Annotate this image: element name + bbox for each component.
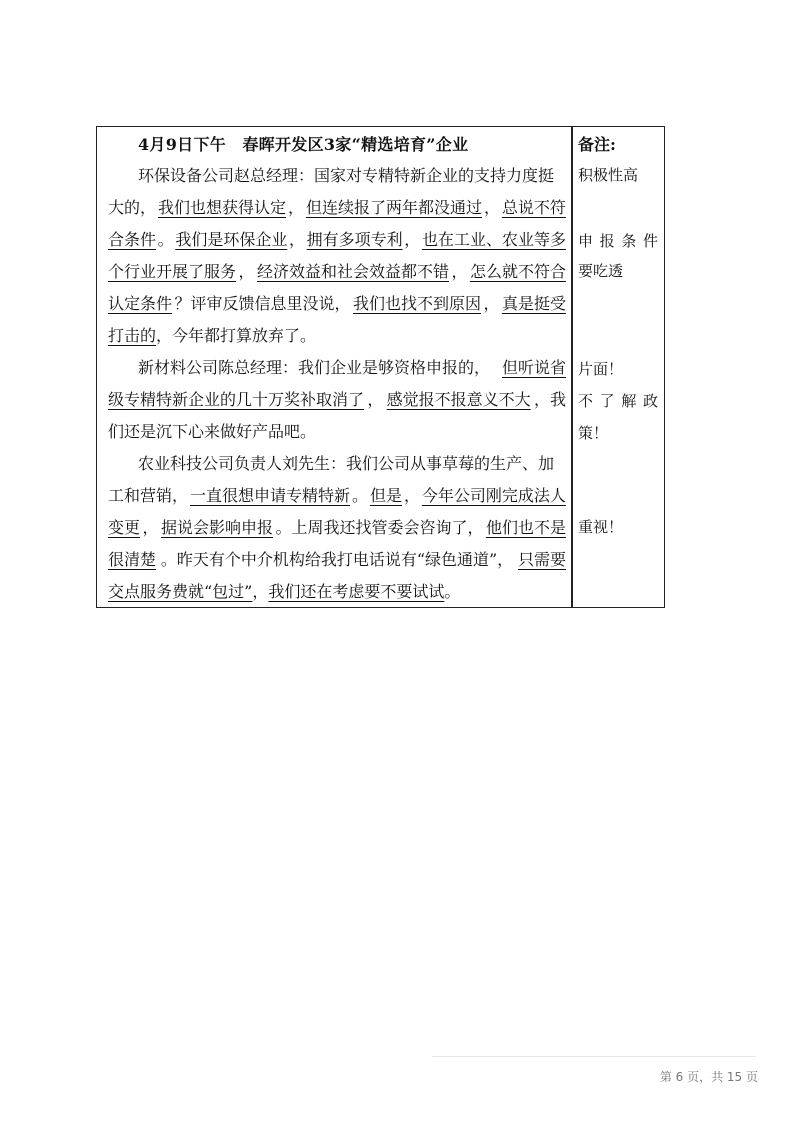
text-segment: 。昨天有个中介机构给我打电话说有“绿色通道”，: [160, 550, 514, 569]
remark-understand: 要吃透: [578, 262, 624, 280]
text-segment: ，: [367, 390, 384, 409]
underlined-text: 打击的: [108, 326, 157, 345]
remark-char: 件: [642, 232, 658, 250]
underlined-text: 级专精特新企业的几十万奖补取消了: [108, 390, 365, 409]
underlined-text: 怎么就不符合: [469, 262, 566, 281]
underlined-text: 总说不符: [501, 198, 566, 217]
paragraph-3-line-4: [108, 544, 566, 576]
underlined-text: 但是: [369, 486, 402, 505]
text-segment: 。: [444, 582, 461, 601]
text-segment: ，: [252, 582, 269, 601]
paragraph-1-line-4: [108, 256, 566, 288]
underlined-text: 合条件: [108, 230, 157, 249]
underlined-text: 也在工业、农业等多: [421, 230, 566, 249]
text-segment: 新材料公司陈总经理：我们企业是够资格申报的，: [138, 358, 491, 377]
text-segment: ，: [288, 230, 305, 249]
paragraph-1-line-6: [108, 320, 316, 352]
paragraph-1-line-1: 环保设备公司赵总经理：国家对专精特新企业的支持力度挺: [138, 166, 555, 185]
paragraph-1-line-2: [108, 192, 566, 224]
remark-attention: 重视！: [578, 518, 624, 536]
footer-divider: [432, 1056, 756, 1057]
remark-policy-end: 策！: [578, 424, 609, 442]
underlined-text: 只需要: [517, 550, 566, 569]
underlined-text: 我们还在考虑要不要试试: [268, 582, 445, 601]
text-segment: 。上周我还找管委会咨询了，: [275, 518, 484, 537]
underlined-text: 我们是环保企业: [175, 230, 288, 249]
text-segment: 工和营销，: [108, 486, 189, 505]
paragraph-1-line-3: [108, 224, 566, 256]
remark-char: 报: [599, 232, 615, 250]
underlined-text: 经济效益和社会效益都不错: [256, 262, 449, 281]
text-segment: 。: [351, 486, 368, 505]
remark-enthusiasm: 积极性高: [578, 166, 639, 184]
paragraph-2-line-1: [138, 352, 566, 384]
text-segment: ，我: [533, 390, 566, 409]
page-number: 第 6 页，共 15 页: [659, 1070, 758, 1084]
text-segment: ？评审反馈信息里没说，: [174, 294, 351, 313]
paragraph-3-line-1: 农业科技公司负责人刘先生：我们公司从事草莓的生产、加: [138, 454, 555, 473]
remark-char: 不: [578, 392, 594, 410]
paragraph-2-line-3: 们还是沉下心来做好产品吧。: [108, 422, 317, 441]
underlined-text: 他们也不是: [485, 518, 566, 537]
text-segment: ，: [483, 294, 500, 313]
underlined-text: 一直很想申请专精特新: [189, 486, 350, 505]
underlined-text: 真是挺受: [501, 294, 566, 313]
text-segment: ，: [451, 262, 468, 281]
remark-char: 了: [599, 392, 615, 410]
underlined-text: 但听说省: [501, 358, 566, 377]
remark-requirements: [578, 226, 658, 256]
underlined-text: 今年公司刚完成法人: [421, 486, 566, 505]
paragraph-1-line-5: [108, 288, 566, 320]
record-heading: 4月9日下午 春晖开发区3家“精选培育”企业: [138, 135, 469, 154]
text-segment: ，: [287, 198, 304, 217]
remarks-header: 备注:: [578, 135, 616, 154]
underlined-text: 很清楚: [108, 550, 157, 569]
underlined-text: 交点服务费就“包过”: [108, 582, 253, 601]
text-segment: ，: [404, 230, 421, 249]
remark-char: 条: [621, 232, 637, 250]
remark-char: 申: [578, 232, 594, 250]
text-segment: ，: [142, 518, 159, 537]
text-segment: ，: [403, 486, 420, 505]
text-segment: 。: [157, 230, 174, 249]
paragraph-3-line-3: [108, 512, 566, 544]
underlined-text: 感觉报不报意义不大: [386, 390, 531, 409]
text-segment: ，: [238, 262, 255, 281]
underlined-text: 我们也找不到原因: [352, 294, 481, 313]
underlined-text: 个行业开展了服务: [108, 262, 237, 281]
text-segment: ，今年都打算放弃了。: [156, 326, 317, 345]
underlined-text: 认定条件: [108, 294, 173, 313]
remark-policy: [578, 386, 658, 416]
underlined-text: 据说会影响申报: [160, 518, 273, 537]
remark-char: 政: [642, 392, 658, 410]
remark-one-sided: 片面！: [578, 360, 624, 378]
column-divider: [571, 126, 573, 608]
underlined-text: 拥有多项专利: [306, 230, 403, 249]
paragraph-2-line-2: [108, 384, 566, 416]
text-segment: 大的，: [108, 198, 157, 217]
remark-char: 解: [621, 392, 637, 410]
text-segment: ，: [483, 198, 500, 217]
underlined-text: 但连续报了两年都没通过: [305, 198, 482, 217]
paragraph-3-line-5: [108, 576, 460, 608]
underlined-text: 我们也想获得认定: [157, 198, 286, 217]
paragraph-3-line-2: [108, 480, 566, 512]
underlined-text: 变更: [108, 518, 141, 537]
